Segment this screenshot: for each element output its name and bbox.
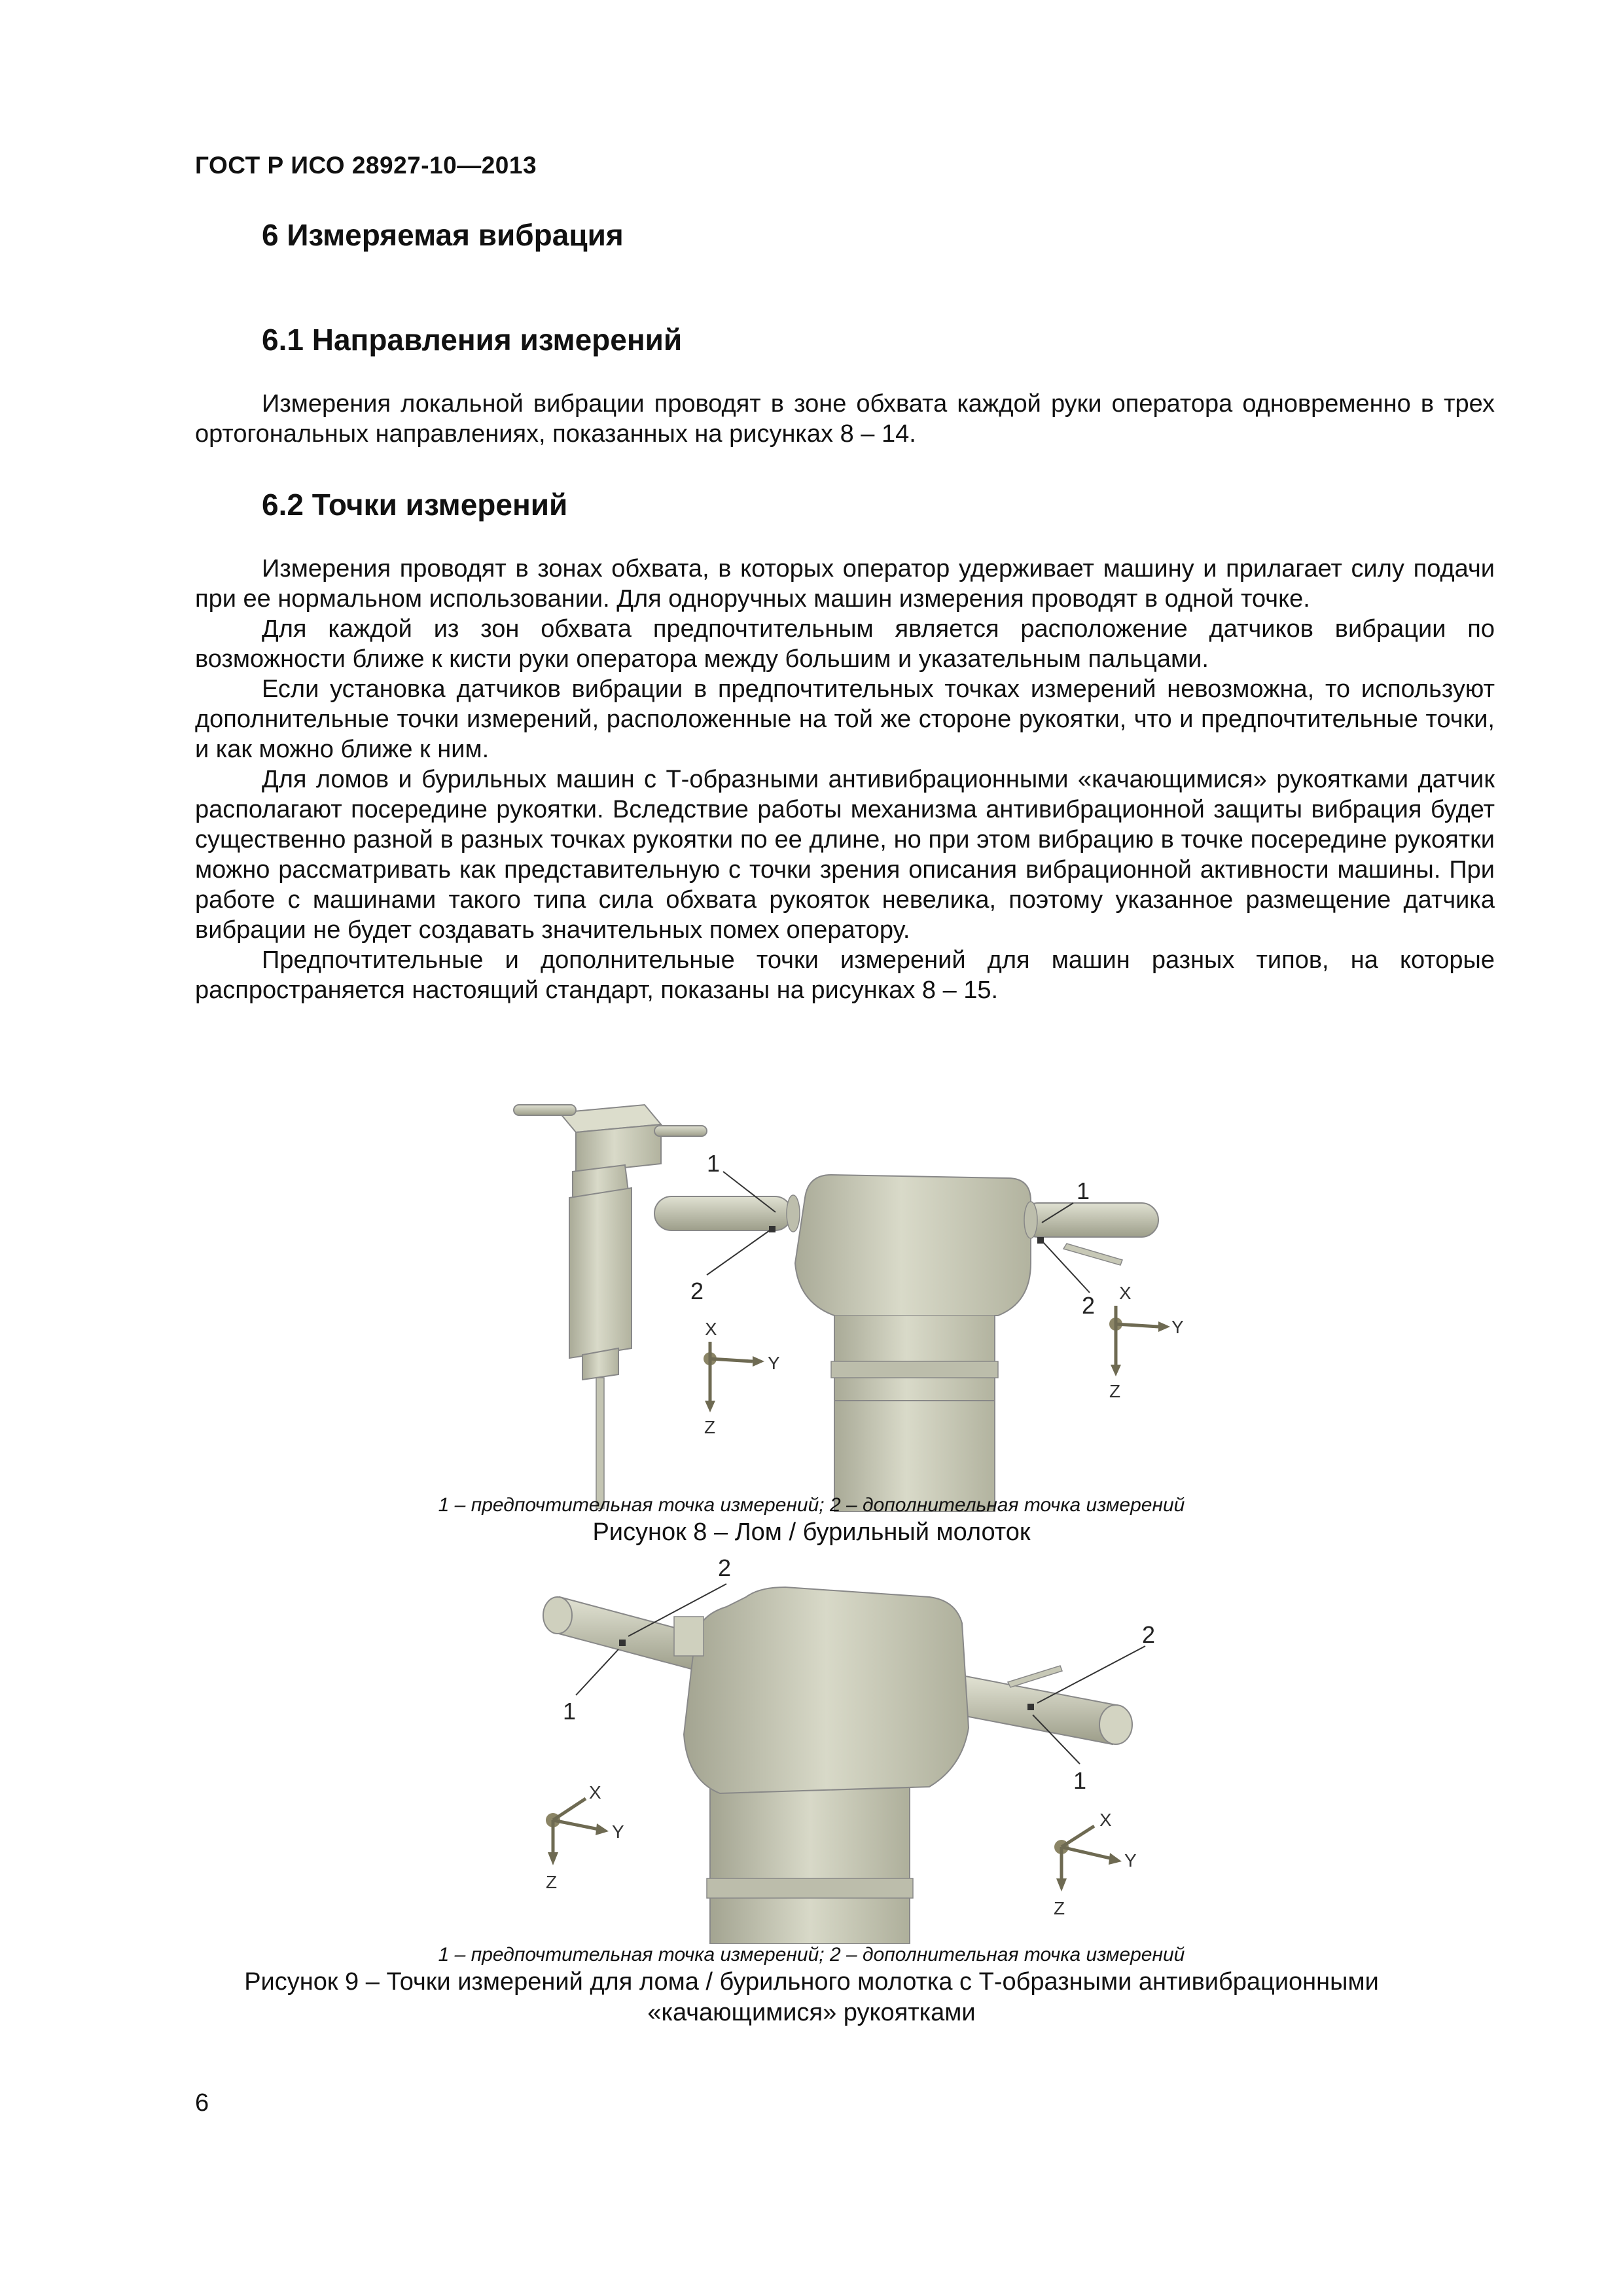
axis-y-label: Y [768, 1353, 780, 1373]
axis-x-label: X [705, 1319, 717, 1339]
figure-9-caption-line2: «качающимися» рукоятками [647, 1999, 976, 2026]
paragraph: Если установка датчиков вибрации в предпочтительных точках измерений невозможна, то используют дополнительные точки измерений, расположенные на той же стороне рукоятки, что и предпочтительные точки, и как можно ближе к ним. [195, 675, 1495, 763]
document-header: ГОСТ Р ИСО 28927-10—2013 [195, 152, 537, 179]
section-title: 6 Измеряемая вибрация [262, 218, 624, 252]
paragraph: Измерения проводят в зонах обхвата, в которых оператор удерживает машину и прилагает силу подачи при ее нормальном использовании. Для одноручных машин измерения проводят в одной точке. [195, 555, 1495, 613]
label-1-left: 1 [563, 1698, 577, 1725]
figure-8-caption: Рисунок 8 – Лом / бурильный молоток [592, 1518, 1031, 1546]
paragraph: Для каждой из зон обхвата предпочтительным является расположение датчиков вибрации по возможности ближе к кисти руки оператора между большим и указательным пальцами. [195, 615, 1495, 673]
axis-z-label: Z [1109, 1381, 1121, 1401]
axis-triad-left [546, 1782, 624, 1892]
axis-x-label: X [589, 1782, 601, 1803]
label-2-left: 2 [690, 1278, 704, 1304]
label-1-right: 1 [1073, 1767, 1087, 1794]
subsection-6-1-title: 6.1 Направления измерений [262, 323, 683, 357]
figure-8-legend: 1 – предпочтительная точка измерений; 2 – дополнительная точка измерений [438, 1494, 1185, 1516]
page-number: 6 [195, 2089, 209, 2117]
subsection-6-2-title: 6.2 Точки измерений [262, 488, 568, 522]
axis-z-label: Z [546, 1872, 558, 1892]
axis-z-label: Z [704, 1417, 716, 1437]
small-breaker-drawing [514, 1105, 707, 1509]
axis-triad-left [704, 1319, 780, 1437]
label-1-right: 1 [1077, 1177, 1090, 1204]
axis-x-label: X [1119, 1283, 1132, 1303]
axis-triad-right [1054, 1810, 1137, 1918]
paragraph: Для ломов и бурильных машин с Т-образными антивибрационными «качающимися» рукоятками датчик располагают посередине рукоятки. Вследствие работы механизма антивибрационной защиты вибрация будет существенно разной в разных точках рукоятки по ее длине, но при этом вибрацию в точке посередине рукоятки можно рассматривать как представительную с точки зрения описания вибрационной активности машины. При работе с машинами такого типа сила обхвата рукояток невелика, поэтому указанное размещение датчика вибрации не будет создавать значительных помех оператору. [195, 766, 1495, 944]
large-t-handle-drawing [654, 1150, 1158, 1512]
axis-x-label: X [1099, 1810, 1112, 1830]
axis-triad-right [1109, 1283, 1184, 1401]
figure-9-caption-line1: Рисунок 9 – Точки измерений для лома / бурильного молотка с Т-образными антивибрационными [244, 1968, 1379, 1996]
axis-y-label: Y [1171, 1317, 1184, 1337]
axis-y-label: Y [1124, 1850, 1137, 1871]
label-2-right: 2 [1082, 1292, 1096, 1319]
paragraph: Измерения локальной вибрации проводят в зоне обхвата каждой руки оператора одновременно в трех ортогональных направлениях, показанных на рисунках 8 – 14. [195, 390, 1495, 448]
figure-9-illustration [0, 1551, 1623, 1944]
axis-y-label: Y [612, 1821, 624, 1842]
figure-9-legend: 1 – предпочтительная точка измерений; 2 – дополнительная точка измерений [438, 1944, 1185, 1965]
subsection-6-1-text [195, 389, 1495, 449]
label-1-left: 1 [707, 1150, 721, 1177]
figure-8-illustration [0, 1086, 1623, 1512]
axis-z-label: Z [1054, 1898, 1065, 1918]
paragraph: Предпочтительные и дополнительные точки измерений для машин разных типов, на которые распространяется настоящий стандарт, показаны на рисунках 8 – 15. [195, 946, 1495, 1004]
label-2-right: 2 [1142, 1621, 1156, 1648]
subsection-6-2-text [195, 554, 1495, 1005]
label-2-left: 2 [718, 1554, 732, 1581]
